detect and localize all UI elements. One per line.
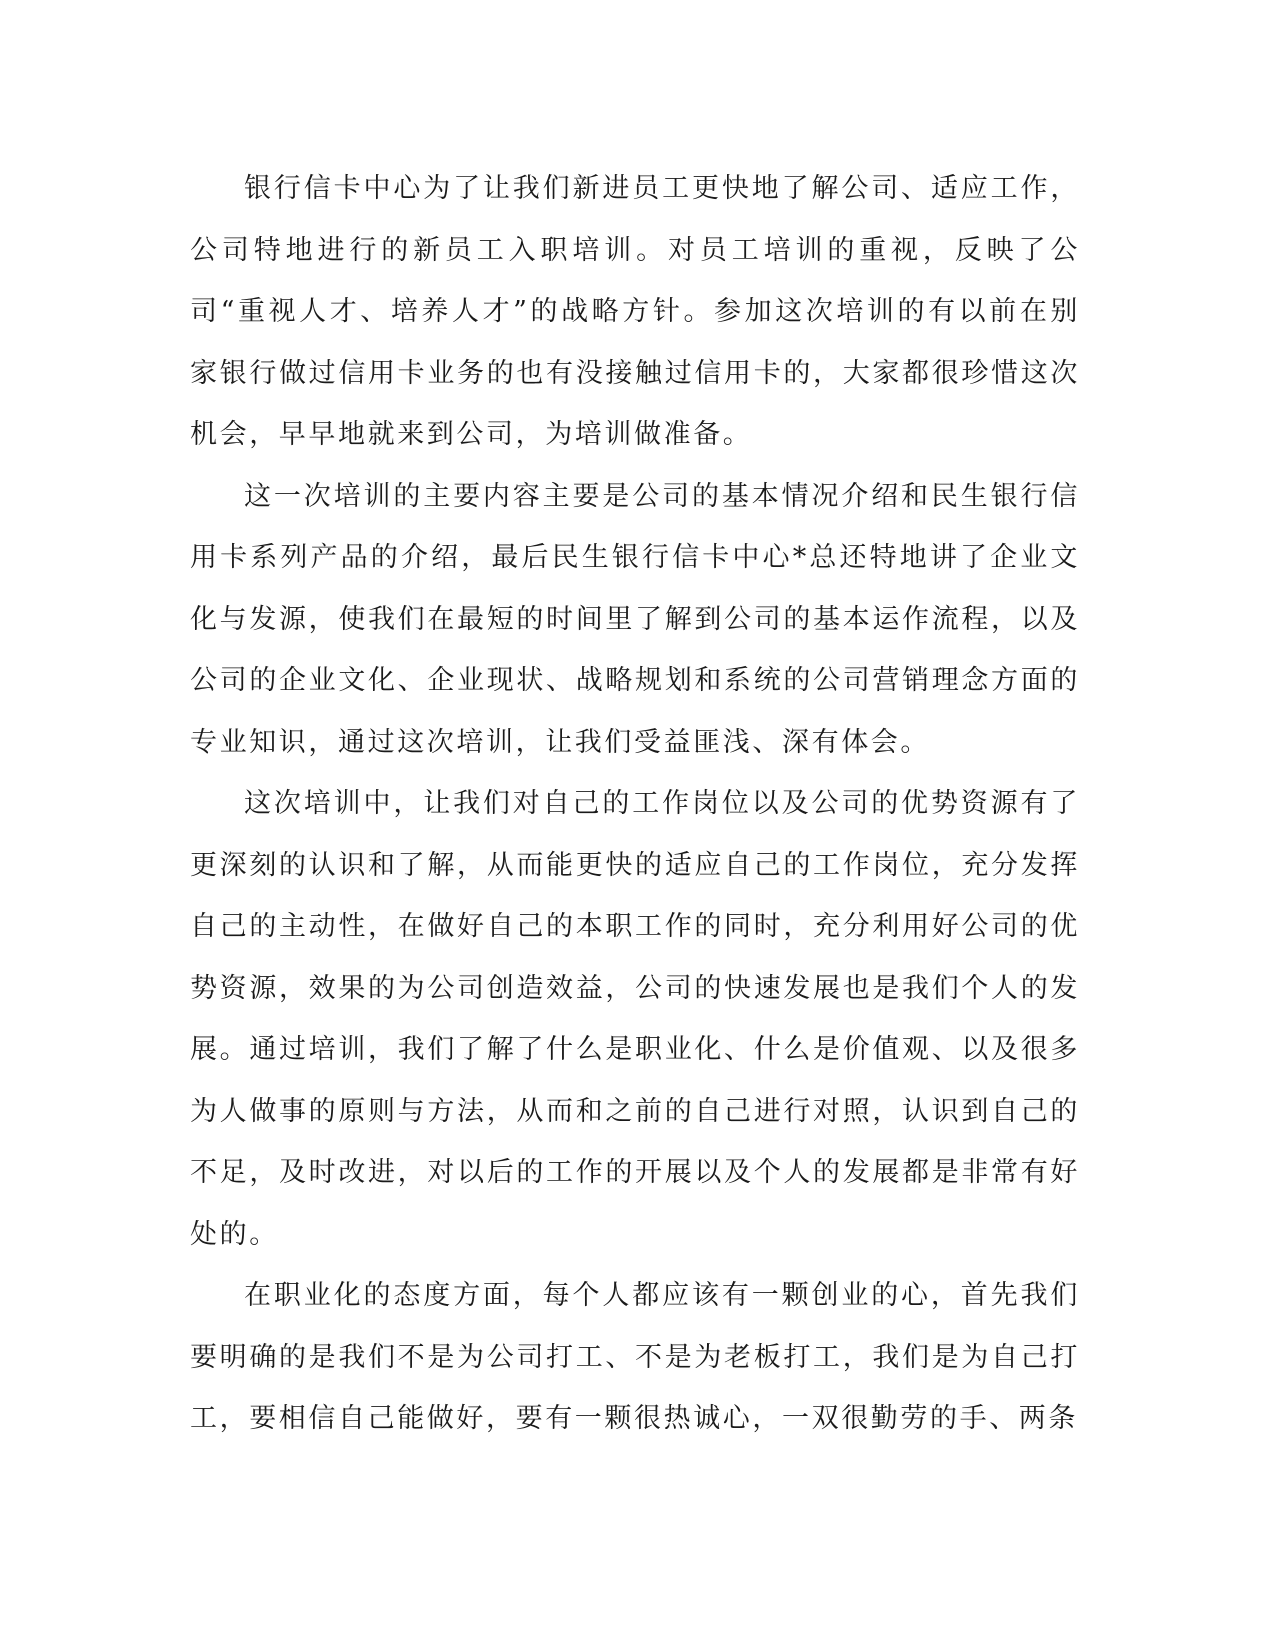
paragraph-3: 这次培训中，让我们对自己的工作岗位以及公司的优势资源有了更深刻的认识和了解，从而能更快的适应自己的工作岗位，充分发挥自己的主动性，在做好自己的本职工作的同时，充分利用好公司的优势资源，效果的为公司创造效益，公司的快速发展也是我们个人的发展。通过培训，我们了解了什么是职业化、什么是价值观、以及很多为人做事的原则与方法，从而和之前的自己进行对照，认识到自己的不足，及时改进，对以后的工作的开展以及个人的发展都是非常有好处的。 [190,788,1080,1250]
body-text [190,158,1080,1450]
paragraph-2: 这一次培训的主要内容主要是公司的基本情况介绍和民生银行信用卡系列产品的介绍，最后民生银行信卡中心*总还特地讲了企业文化与发源，使我们在最短的时间里了解到公司的基本运作流程，以及公司的企业文化、企业现状、战略规划和系统的公司营销理念方面的专业知识，通过这次培训，让我们受益匪浅、深有体会。 [190,480,1080,758]
paragraph-4: 在职业化的态度方面，每个人都应该有一颗创业的心，首先我们要明确的是我们不是为公司打工、不是为老板打工，我们是为自己打工，要相信自己能做好，要有一颗很热诚心，一双很勤劳的手、两条 [190,1280,1080,1434]
paragraph-1: 银行信卡中心为了让我们新进员工更快地了解公司、适应工作，公司特地进行的新员工入职培训。对员工培训的重视，反映了公司“重视人才、培养人才”的战略方针。参加这次培训的有以前在别家银行做过信用卡业务的也有没接触过信用卡的，大家都很珍惜这次机会，早早地就来到公司，为培训做准备。 [190,173,1080,450]
